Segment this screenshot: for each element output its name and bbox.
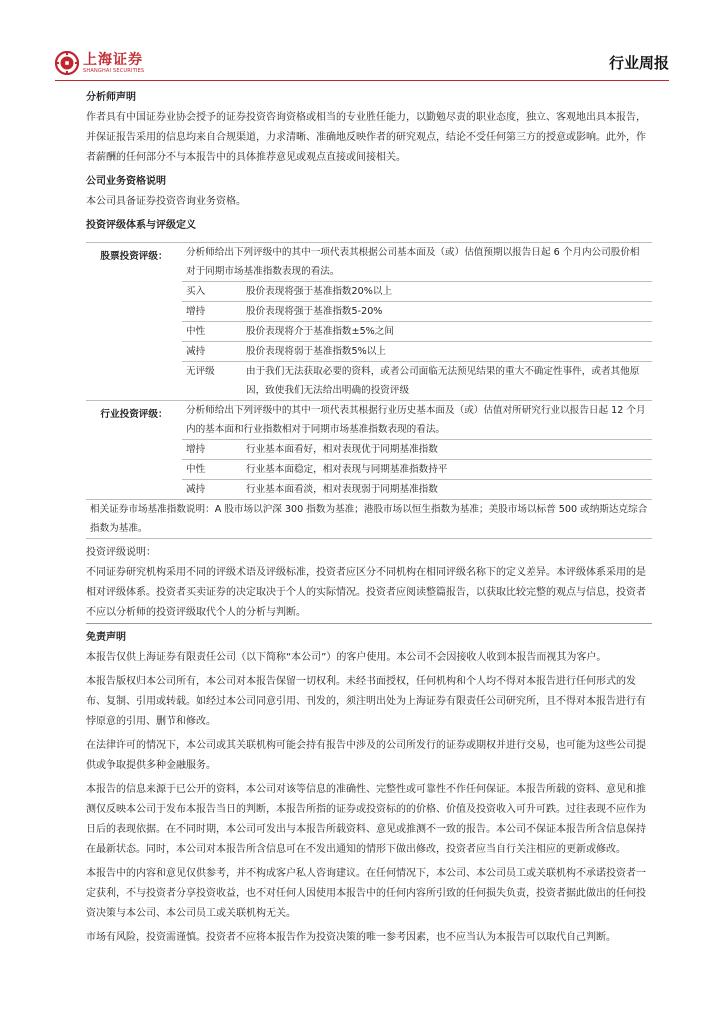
analyst-statement-body: 作者具有中国证券业协会授予的证券投资咨询资格或相当的专业胜任能力，以勤勉尽责的职业态度，独立、客观地出具本报告，并保证报告采用的信息均来自合规渠道，力求清晰、准确地反映作者的研究观点，结论不受任何第三方的授意或影响。此外，作者薪酬的任何部分不与本报告中的具体推荐意见或观点直接或间接相关。 <box>86 112 646 163</box>
benchmark-note: 相关证券市场基准指数说明：A 股市场以沪深 300 指数为基准；港股市场以恒生指数为基准；美股市场以标普 500 或纳斯达克综合指数为基准。 <box>86 500 652 539</box>
disclaimer-paragraph: 本报告中的内容和意见仅供参考，并不构成客户私人咨询建议。在任何情况下，本公司、本公司员工或关联机构不承诺投资者一定获利，不与投资者分享投资收益，也不对任何人因使用本报告中的任何内容所引致的任何损失负责，投资者据此做出的任何投资决策与本公司、本公司员工或关联机构无关。 <box>86 868 646 919</box>
disclaimer-paragraph: 本报告的信息来源于已公开的资料，本公司对该等信息的准确性、完整性或可靠性不作任何保证。本报告所载的资料、意见和推测仅反映本公司于发布本报告当日的判断，本报告所指的证券或投资标的的价格、价值及投资收入可升可跌。过往表现不应作为日后的表现依据。在不同时期，本公司可发出与本报告所载资料、意见或推测不一致的报告。本公司不保证本报告所含信息保持在最新状态。同时，本公司对本报告所含信息可在不发出通知的情形下做出修改，投资者应当自行关注相应的更新或修改。 <box>86 784 646 855</box>
analyst-statement-title: 分析师声明 <box>86 92 136 103</box>
disclaimer-paragraph: 市场有风险，投资需谨慎。投资者不应将本报告作为投资决策的唯一参考因素，也不应当认为本报告可以取代自己判断。 <box>86 932 616 943</box>
rating-level-name: 减持 <box>182 480 242 500</box>
rating-level-desc: 行业基本面稳定，相对表现与同期基准指数持平 <box>242 460 652 480</box>
rating-level-name: 中性 <box>182 322 242 342</box>
rating-level-name: 中性 <box>182 460 242 480</box>
license-title: 公司业务资格说明 <box>86 176 166 187</box>
rating-level-name: 买入 <box>182 282 242 302</box>
logo-name-cn: 上海证券 <box>83 51 143 68</box>
page-header <box>55 48 669 81</box>
rating-level-desc: 行业基本面看淡，相对表现弱于同期基准指数 <box>242 480 652 500</box>
disclaimer-title: 免责声明 <box>86 632 126 643</box>
logo-name-en: SHANGHAI SECURITIES <box>83 67 145 74</box>
rating-explain-title: 投资评级说明： <box>86 547 156 558</box>
company-logo <box>55 51 144 75</box>
rating-system-title: 投资评级体系与评级定义 <box>86 220 196 231</box>
disclaimer-paragraph: 本报告仅供上海证券有限责任公司（以下简称“本公司”）的客户使用。本公司不会因接收人收到本报告而视其为客户。 <box>86 652 607 663</box>
rating-level-desc: 股价表现将介于基准指数±5%之间 <box>242 322 652 342</box>
rating-level-name: 增持 <box>182 302 242 322</box>
report-content <box>86 88 652 948</box>
stock-rating-desc: 分析师给出下列评级中的其中一项代表其根据公司基本面及（或）估值预期以报告日起 6 个月内公司股价相对于同期市场基准指数表现的看法。 <box>182 243 652 282</box>
rating-definition-table <box>86 242 652 539</box>
rating-level-desc: 由于我们无法获取必要的资料，或者公司面临无法预见结果的重大不确定性事件，或者其他原因，致使我们无法给出明确的投资评级 <box>242 362 652 401</box>
rating-level-desc: 行业基本面看好，相对表现优于同期基准指数 <box>242 440 652 460</box>
benchmark-note-row <box>86 500 652 539</box>
rating-level-desc: 股价表现将强于基准指数5-20% <box>242 302 652 322</box>
report-type: 行业周报 <box>608 54 669 72</box>
disclaimer-paragraph: 本报告版权归本公司所有，本公司对本报告保留一切权利。未经书面授权，任何机构和个人均不得对本报告进行任何形式的发布、复制、引用或转载。如经过本公司同意引用、刊发的，须注明出处为上海证券有限责任公司研究所，且不得对本报告进行有悖原意的引用、删节和修改。 <box>86 676 646 727</box>
rating-level-name: 无评级 <box>182 362 242 401</box>
license-body: 本公司具备证券投资咨询业务资格。 <box>86 196 246 207</box>
stock-rating-row <box>86 243 652 282</box>
rating-explain-section <box>86 543 652 624</box>
rating-level-name: 增持 <box>182 440 242 460</box>
rating-level-name: 减持 <box>182 342 242 362</box>
disclaimer-paragraph: 在法律许可的情况下，本公司或其关联机构可能会持有报告中涉及的公司所发行的证券或期权并进行交易，也可能为这些公司提供或争取提供多种金融服务。 <box>86 740 646 771</box>
rating-level-desc: 股价表现将强于基准指数20%以上 <box>242 282 652 302</box>
stock-rating-label: 股票投资评级： <box>86 243 182 401</box>
rating-explain-body: 不同证券研究机构采用不同的评级术语及评级标准，投资者应区分不同机构在相同评级名称下的定义差异。本评级体系采用的是相对评级体系。投资者买卖证券的决定取决于个人的实际情况。投资者应阅读整篇报告，以获取比较完整的观点与信息，投资者不应以分析师的投资评级取代个人的分析与判断。 <box>86 567 646 618</box>
logo-mark-icon <box>55 51 79 75</box>
industry-rating-label: 行业投资评级： <box>86 401 182 500</box>
rating-level-desc: 股价表现将弱于基准指数5%以上 <box>242 342 652 362</box>
industry-rating-row <box>86 401 652 440</box>
industry-rating-desc: 分析师给出下列评级中的其中一项代表其根据行业历史基本面及（或）估值对所研究行业以报告日起 12 个月内的基本面和行业指数相对于同期市场基准指数表现的看法。 <box>182 401 652 440</box>
